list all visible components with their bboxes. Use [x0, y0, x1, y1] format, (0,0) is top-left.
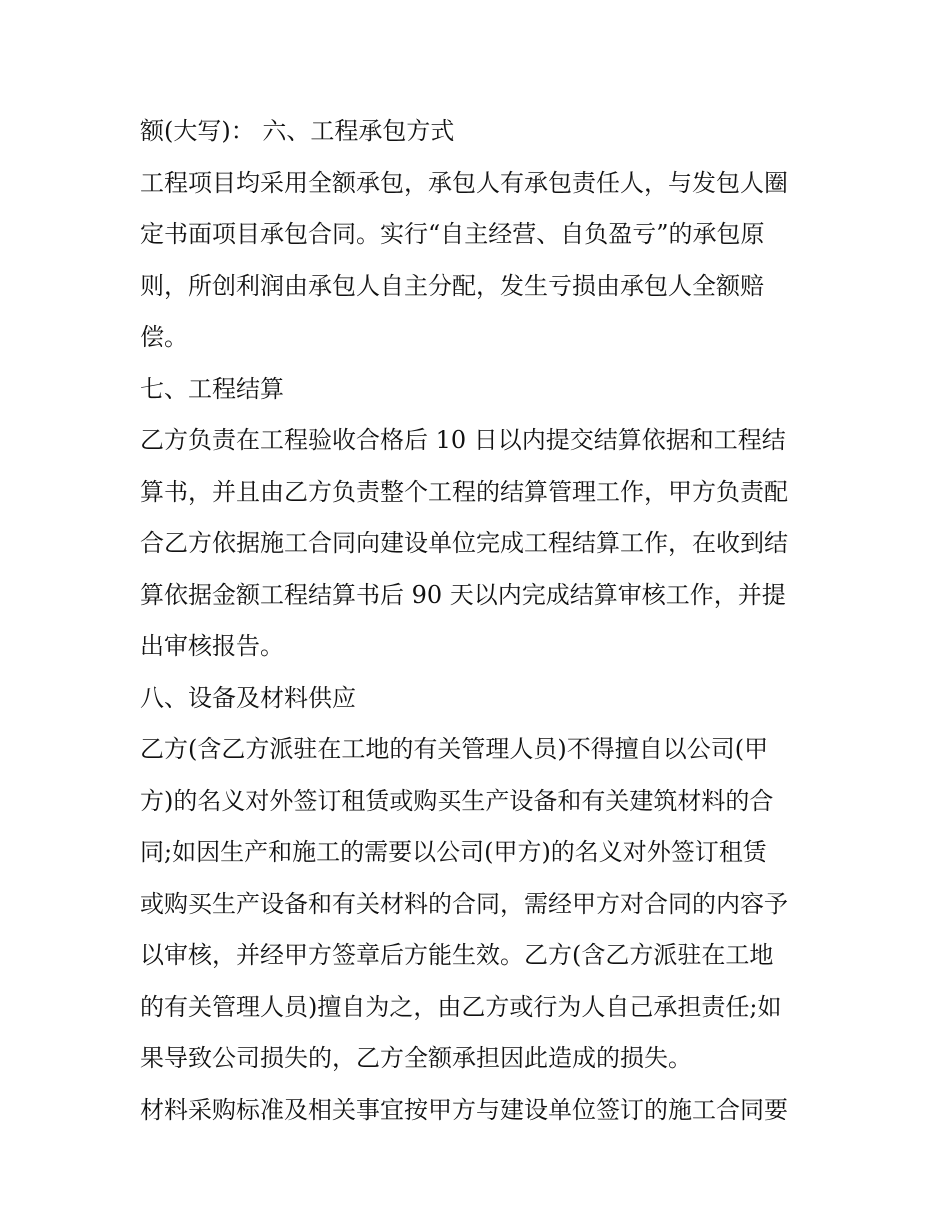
text-line: 合乙方依据施工合同向建设单位完成工程结算工作，在收到结	[140, 529, 788, 557]
text-line: 同;如因生产和施工的需要以公司(甲方)的名义对外签订租赁	[140, 838, 767, 866]
text-line: 则，所创利润由承包人自主分配，发生亏损由承包人全额赔	[140, 271, 764, 300]
section-heading: 七、工程结算	[140, 374, 284, 403]
text-line: 定书面项目承包合同。实行“自主经营、自负盈亏”的承包原	[140, 220, 765, 248]
text-line: 乙方负责在工程验收合格后 10 日以内提交结算依据和工程结	[140, 426, 786, 454]
text-line: 的有关管理人员)擅自为之，由乙方或行为人自己承担责任;如	[140, 992, 782, 1021]
text-line: 额(大写)： 六、工程承包方式	[140, 117, 455, 145]
text-line: 材料采购标准及相关事宜按甲方与建设单位签订的施工合同要	[140, 1095, 788, 1124]
text-line: 果导致公司损失的，乙方全额承担因此造成的损失。	[140, 1044, 692, 1072]
text-line: 算书，并且由乙方负责整个工程的结算管理工作，甲方负责配	[140, 477, 788, 506]
document-body	[140, 106, 820, 1136]
text-line: 出审核报告。	[140, 632, 284, 660]
text-line: 工程项目均采用全额承包，承包人有承包责任人，与发包人圈	[140, 168, 788, 197]
text-line: 以审核，并经甲方签章后方能生效。乙方(含乙方派驻在工地	[140, 941, 774, 969]
text-line: 算依据金额工程结算书后 90 天以内完成结算审核工作，并提	[140, 580, 786, 609]
text-line: 乙方(含乙方派驻在工地的有关管理人员)不得擅自以公司(甲	[140, 735, 769, 763]
text-line: 方)的名义对外签订租赁或购买生产设备和有关建筑材料的合	[140, 786, 774, 815]
text-line: 或购买生产设备和有关材料的合同，需经甲方对合同的内容予	[140, 889, 788, 918]
section-heading: 八、设备及材料供应	[140, 683, 356, 712]
text-line: 偿。	[140, 323, 188, 351]
